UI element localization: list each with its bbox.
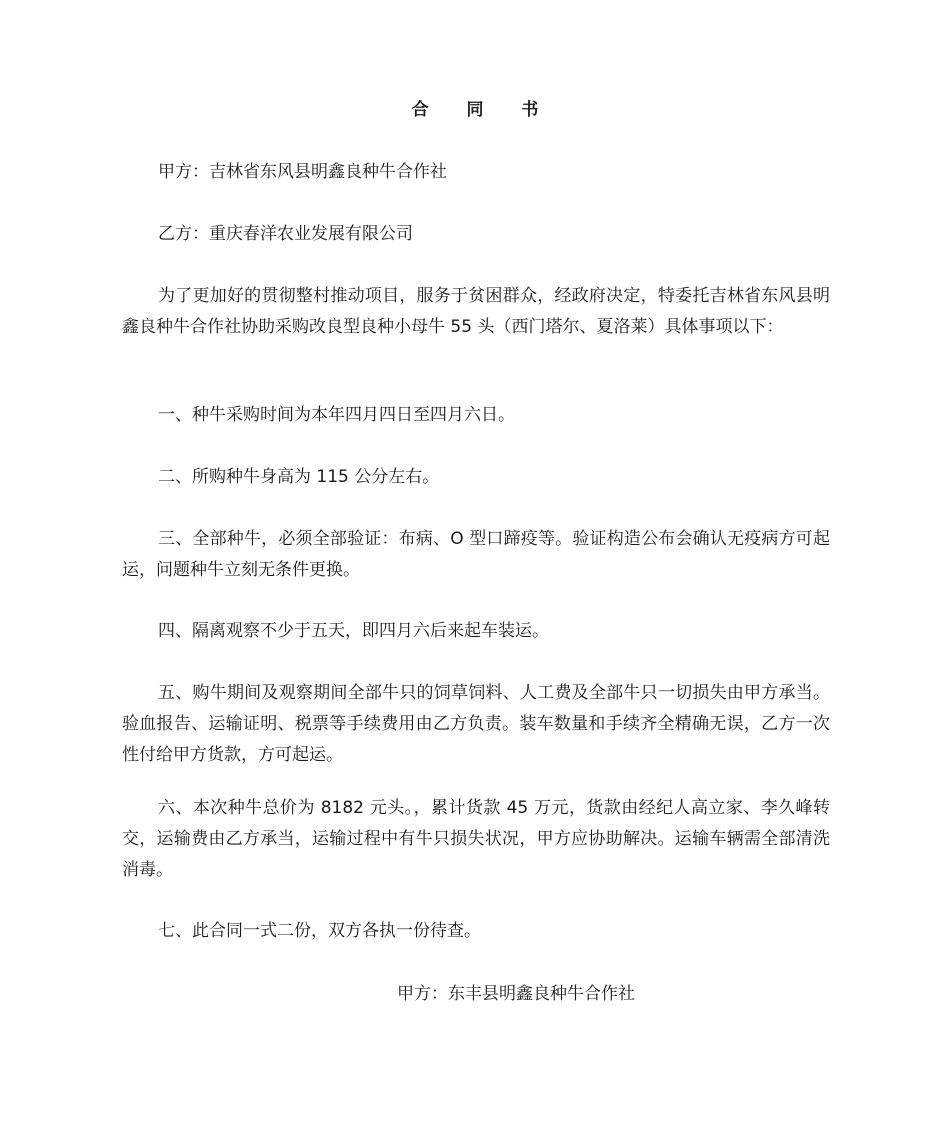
clause-3: 三、全部种牛，必须全部验证：布病、O 型口蹄疫等。验证构造公布会确认无疫病方可起运，问题种牛立刻无条件更换。 <box>122 529 830 580</box>
clause-6: 六、本次种牛总价为 8182 元头。，累计货款 45 万元，货款由经纪人高立家、李久峰转交，运输费由乙方承当，运输过程中有牛只损失状况，甲方应协助解决。运输车辆需全部清洗消毒。 <box>122 798 830 880</box>
clause-4: 四、隔离观察不少于五天，即四月六后来起车装运。 <box>158 621 549 641</box>
clause-2: 二、所购种牛身高为 115 公分左右。 <box>158 467 440 487</box>
party-a-line: 甲方：吉林省东风县明鑫良种牛合作社 <box>158 162 447 182</box>
intro-paragraph: 为了更加好的贯彻整村推动项目，服务于贫困群众，经政府决定，特委托吉林省东风县明鑫良种牛合作社协助采购改良型良种小母牛 55 头（西门塔尔、夏洛莱）具体事项以下： <box>122 286 830 337</box>
clause-1: 一、种牛采购时间为本年四月四日至四月六日。 <box>158 405 515 425</box>
party-b-line: 乙方：重庆春洋农业发展有限公司 <box>158 224 413 244</box>
document-title: 合 同 书 <box>411 100 555 120</box>
clause-7: 七、此合同一式二份，双方各执一份待查。 <box>158 921 481 941</box>
signature-line: 甲方：东丰县明鑫良种牛合作社 <box>397 984 635 1004</box>
clause-5: 五、购牛期间及观察期间全部牛只的饲草饲料、人工费及全部牛只一切损失由甲方承当。验血报告、运输证明、税票等手续费用由乙方负责。装车数量和手续齐全精确无误，乙方一次性付给甲方货款，方可起运。 <box>122 683 830 765</box>
